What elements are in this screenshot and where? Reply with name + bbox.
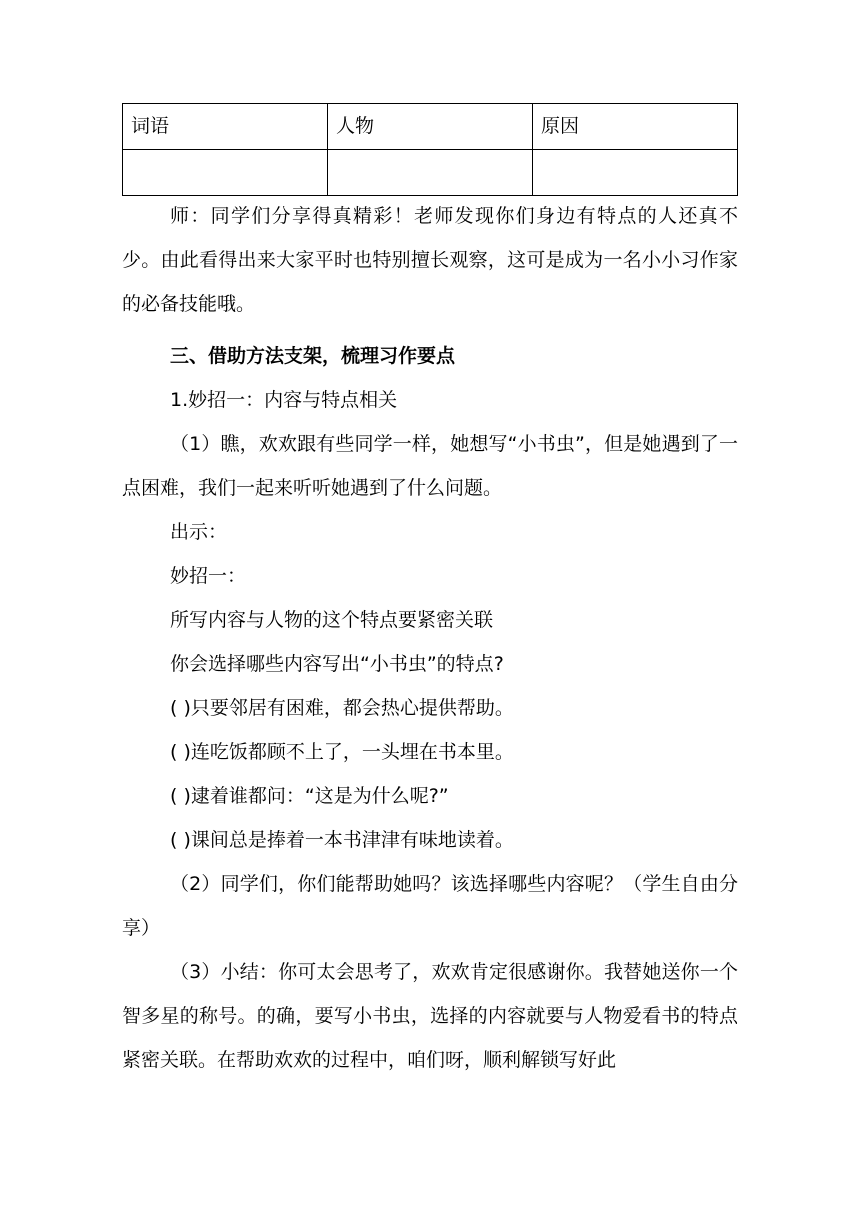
option-item: ( )只要邻居有困难，都会热心提供帮助。 <box>170 697 514 719</box>
teacher-comment-paragraph: 师：同学们分享得真精彩！老师发现你们身边有特点的人还真不少。由此看得出来大家平时也特别擅长观察，这可是成为一名小小习作家的必备技能哦。 <box>122 205 738 315</box>
step-2-paragraph: （2）同学们，你们能帮助她吗？该选择哪些内容呢？（学生自由分享） <box>122 873 738 939</box>
tip-one-title: 1.妙招一：内容与特点相关 <box>170 389 398 411</box>
question-text: 你会选择哪些内容写出“小书虫”的特点? <box>170 653 504 675</box>
option-item: ( )逮着谁都问：“这是为什么呢?” <box>170 785 449 807</box>
tip-label: 妙招一： <box>170 565 247 587</box>
table-header-row <box>123 104 738 150</box>
word-person-reason-table <box>122 103 738 196</box>
tip-rule: 所写内容与人物的这个特点要紧密关联 <box>170 609 494 631</box>
table-cell-empty <box>533 150 738 196</box>
step-1-paragraph: （1）瞧，欢欢跟有些同学一样，她想写“小书虫”，但是她遇到了一点困难，我们一起来听听她遇到了什么问题。 <box>122 433 738 499</box>
table-cell-empty <box>123 150 328 196</box>
table-header-cell-word: 词语 <box>123 104 328 150</box>
table-cell-empty <box>328 150 533 196</box>
table-row <box>123 150 738 196</box>
step-3-paragraph: （3）小结：你可太会思考了，欢欢肯定很感谢你。我替她送你一个智多星的称号。的确，要写小书虫，选择的内容就要与人物爱看书的特点紧密关联。在帮助欢欢的过程中，咱们呀，顺利解锁写好此 <box>122 961 738 1071</box>
table-header-cell-reason: 原因 <box>533 104 738 150</box>
section-heading: 三、借助方法支架，梳理习作要点 <box>170 345 456 367</box>
option-item: ( )课间总是捧着一本书津津有味地读着。 <box>170 829 514 851</box>
show-label: 出示： <box>170 521 228 543</box>
option-item: ( )连吃饭都顾不上了，一头埋在书本里。 <box>170 741 514 763</box>
table-header-cell-person: 人物 <box>328 104 533 150</box>
